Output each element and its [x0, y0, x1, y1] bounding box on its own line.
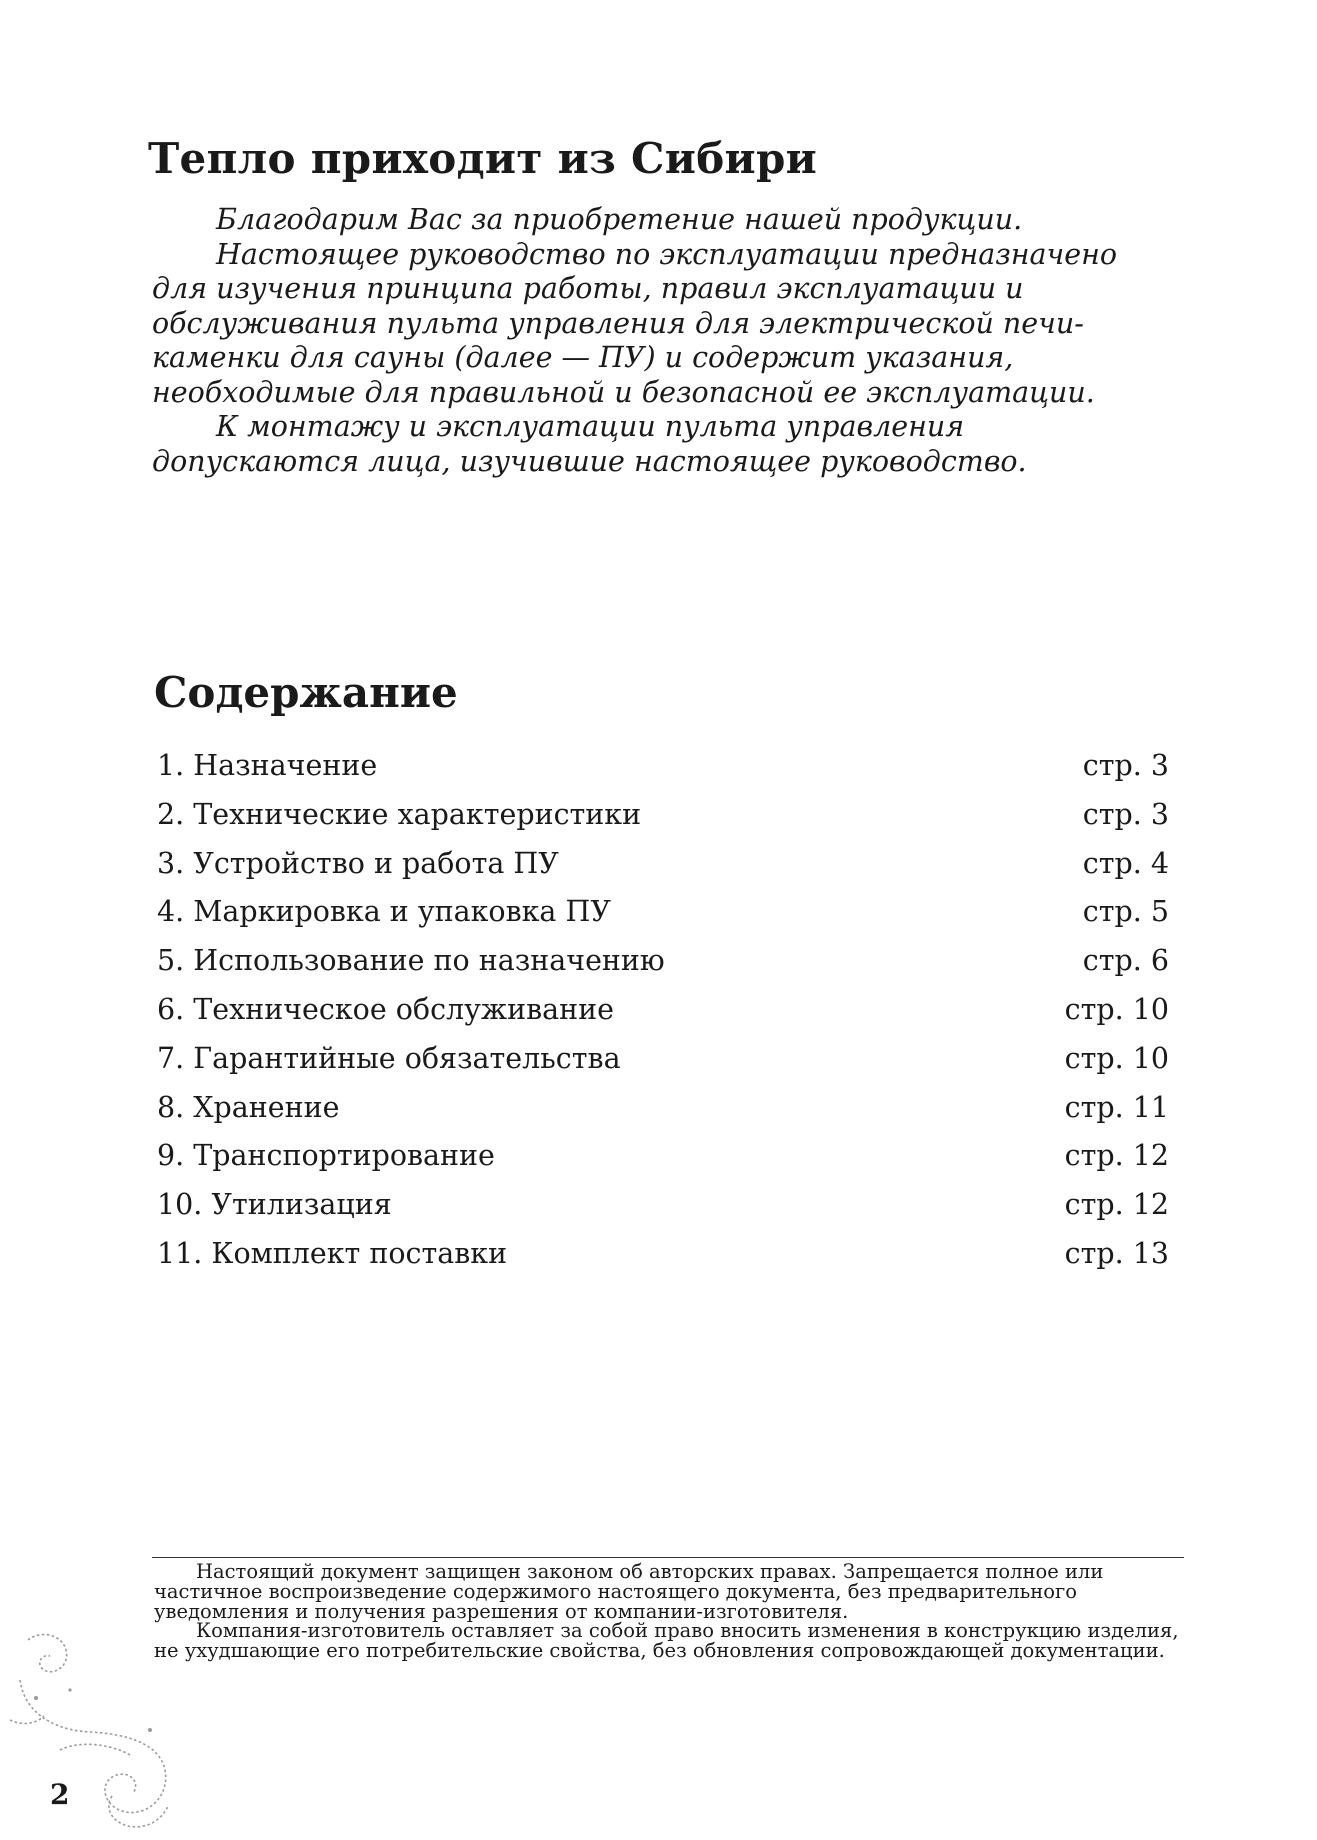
copyright-footnote: [154, 1562, 1184, 1661]
contents-item-label: 3. Устройство и работа ПУ: [157, 846, 559, 880]
contents-item[interactable]: [157, 1136, 1169, 1185]
contents-item[interactable]: [157, 1039, 1169, 1088]
contents-item-page: стр. 13: [1064, 1236, 1169, 1270]
footnote-paragraph: Настоящий документ защищен законом об авторских правах. Запрещается полное или частичное воспроизведение содержимого настоящего документа, без предварительного уведомления и получения разрешения от компании-изготовителя.: [154, 1560, 1104, 1623]
swirl-ornament-icon: [0, 1620, 200, 1840]
contents-item[interactable]: [157, 844, 1169, 893]
contents-item-page: стр. 5: [1082, 895, 1169, 929]
contents-item[interactable]: [157, 1234, 1169, 1283]
contents-item-page: стр. 4: [1082, 846, 1169, 880]
contents-item[interactable]: [157, 892, 1169, 941]
contents-item-label: 4. Маркировка и упаковка ПУ: [157, 895, 611, 929]
contents-item-page: стр. 10: [1064, 992, 1169, 1026]
contents-item-page: стр. 3: [1082, 797, 1169, 831]
contents-item-label: 6. Техническое обслуживание: [157, 992, 615, 1026]
contents-item-label: 2. Технические характеристики: [157, 797, 642, 831]
contents-item-label: 11. Комплект поставки: [157, 1236, 508, 1270]
contents-item-page: стр. 12: [1064, 1139, 1169, 1173]
footnote-divider: [152, 1557, 1184, 1558]
contents-item-page: стр. 12: [1064, 1188, 1169, 1222]
intro-paragraph: К монтажу и эксплуатации пульта управления допускаются лица, изучившие настоящее руководство.: [152, 410, 1027, 478]
contents-item-label: 5. Использование по назначению: [157, 944, 665, 978]
contents-title: Содержание: [154, 668, 458, 717]
contents-list: [157, 746, 1169, 1283]
contents-item[interactable]: [157, 1088, 1169, 1137]
intro-paragraph: Настоящее руководство по эксплуатации предназначено для изучения принципа работы, правил эксплуатации и обслуживания пульта управления для электрической печи-каменки для сауны (далее — ПУ) и содержит указания, необходимые для правильной и безопасной ее эксплуатации.: [152, 237, 1118, 409]
contents-item[interactable]: [157, 746, 1169, 795]
contents-item-page: стр. 3: [1082, 749, 1169, 782]
intro-paragraph: Благодарим Вас за приобретение нашей продукции.: [216, 203, 1023, 236]
contents-item[interactable]: [157, 990, 1169, 1039]
contents-item-label: 1. Назначение: [157, 749, 378, 782]
contents-item-page: стр. 6: [1082, 944, 1169, 978]
contents-item-label: 9. Транспортирование: [157, 1139, 495, 1173]
page-title: Тепло приходит из Сибири: [148, 134, 818, 183]
contents-item-label: 7. Гарантийные обязательства: [157, 1041, 621, 1075]
contents-item[interactable]: [157, 941, 1169, 990]
contents-item[interactable]: [157, 1185, 1169, 1234]
contents-item-label: 10. Утилизация: [157, 1188, 392, 1222]
page-number: 2: [50, 1778, 70, 1811]
intro-text: [152, 203, 1172, 479]
contents-item-page: стр. 10: [1064, 1041, 1169, 1075]
contents-item-page: стр. 11: [1064, 1090, 1169, 1124]
contents-item-label: 8. Хранение: [157, 1090, 340, 1124]
contents-item[interactable]: [157, 795, 1169, 844]
footnote-paragraph: Компания-изготовитель оставляет за собой право вносить изменения в конструкцию изделия, не ухудшающие его потребительские свойства, без обновления сопровождающей документации.: [154, 1619, 1179, 1663]
